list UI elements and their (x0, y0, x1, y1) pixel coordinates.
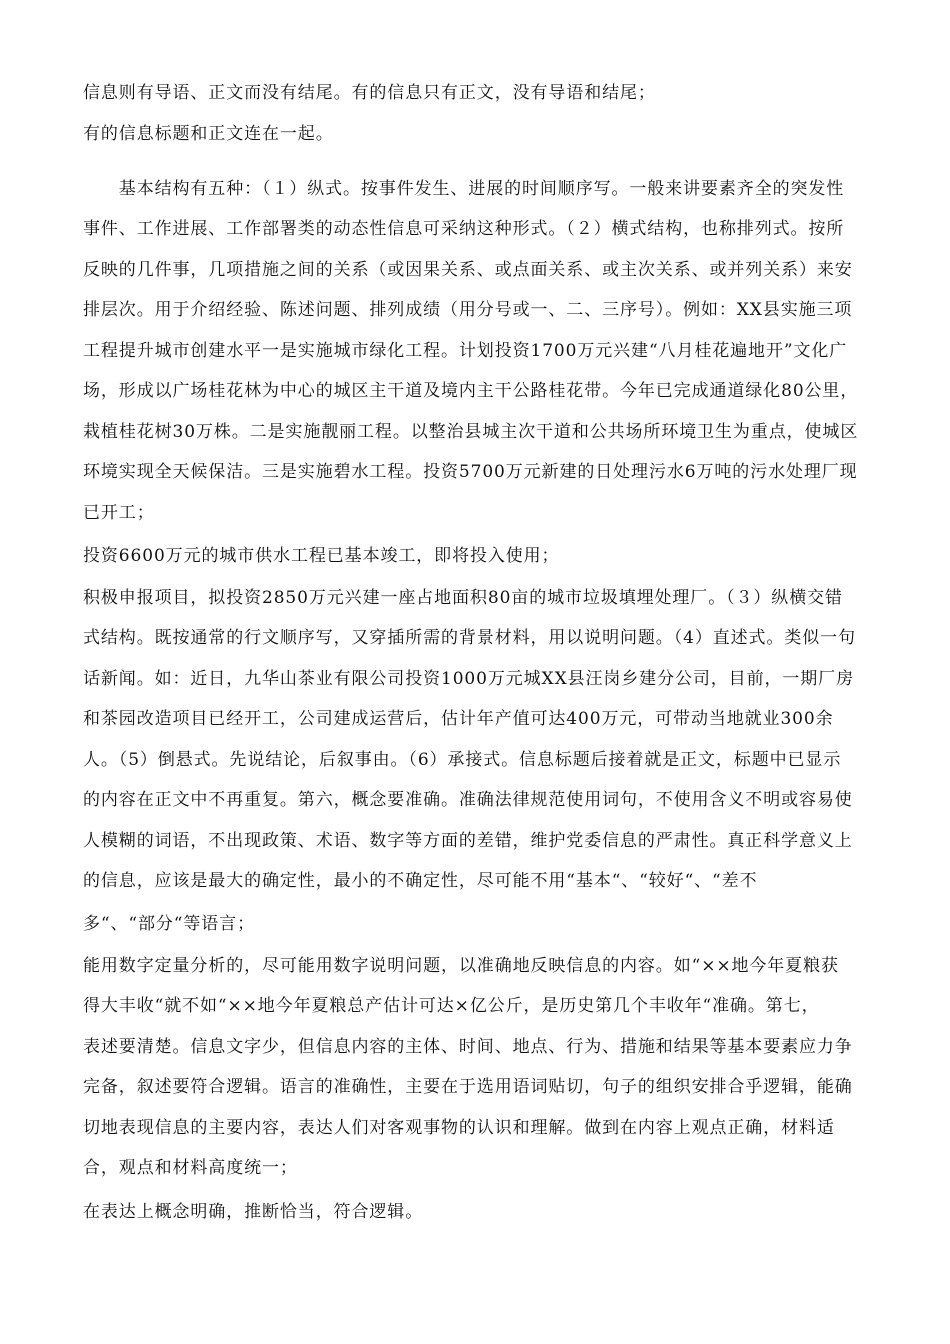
text-line: 事件、工作进展、工作部署类的动态性信息可采纳这种形式。（２）横式结构，也称排列式。按所 (83, 219, 845, 239)
text-line: 工程提升城市创建水平一是实施城市绿化工程。计划投资1700万元兴建“八月桂花遍地开”文化广 (83, 341, 848, 361)
text-line: 反映的几件事，几项措施之间的关系（或因果关系、或点面关系、或主次关系、或并列关系）来安 (83, 260, 853, 280)
text-line: 在表达上概念明确，推断恰当，符合逻辑。 (83, 1202, 424, 1222)
text-line: 已开工； (83, 503, 155, 523)
text-line: 的内容在正文中不再重复。第六，概念要准确。准确法律规范使用词句，不使用含义不明或容易使 (83, 790, 853, 810)
text-line: 完备，叙述要符合逻辑。语言的准确性，主要在于选用语词贴切，句子的组织安排合乎逻辑，能确 (83, 1077, 853, 1097)
text-line: 表述要清楚。信息文字少，但信息内容的主体、时间、地点、行为、措施和结果等基本要素应力争 (83, 1037, 853, 1057)
text-line: 式结构。既按通常的行文顺序写，又穿插所需的背景材料，用以说明问题。（4）直述式。类似一句 (83, 628, 856, 648)
text-line: 人模糊的词语，不出现政策、术语、数字等方面的差错，维护党委信息的严肃性。真正科学意义上 (83, 831, 853, 851)
text-line: 环境实现全天候保洁。三是实施碧水工程。投资5700万元新建的日处理污水6万吨的污水处理厂现 (83, 462, 858, 482)
text-line: 多“、“部分“等语言； (83, 914, 255, 934)
text-line: 能用数字定量分析的，尽可能用数字说明问题，以准确地反映信息的内容。如“××地今年夏粮获 (83, 956, 839, 976)
text-line: 有的信息标题和正文连在一起。 (83, 124, 334, 144)
text-line: 场，形成以广场桂花林为中心的城区主干道及境内主干公路桂花带。今年已完成通道绿化80公里， (83, 381, 859, 401)
text-line: 得大丰收“就不如“××地今年夏粮总产估计可达×亿公斤，是历史第几个丰收年“准确。第七， (83, 996, 820, 1016)
text-line: 和茶园改造项目已经开工，公司建成运营后，估计年产值可达400万元，可带动当地就业300余 (83, 709, 834, 729)
text-line: 基本结构有五种：（１）纵式。按事件发生、进展的时间顺序写。一般来讲要素齐全的突发性 (83, 179, 845, 199)
text-line: 切地表现信息的主要内容，表达人们对客观事物的认识和理解。做到在内容上观点正确，材料适 (83, 1118, 835, 1138)
text-line: 信息则有导语、正文而没有结尾。有的信息只有正文，没有导语和结尾； (83, 83, 656, 103)
text-line: 的信息，应该是最大的确定性，最小的不确定性，尽可能不用“基本“、“较好“、“差不 (83, 871, 758, 891)
text-line: 栽植桂花树30万株。二是实施靓丽工程。以整治县城主次干道和公共场所环境卫生为重点，使城区 (83, 422, 859, 442)
text-line: 话新闻。如：近日，九华山茶业有限公司投资1000万元城XX县汪岗乡建分公司，目前，一期厂房 (83, 669, 854, 689)
text-line: 排层次。用于介绍经验、陈述问题、排列成绩（用分号或一、二、三序号）。例如：XX县实施三项 (83, 300, 853, 320)
text-line: 人。（5）倒悬式。先说结论，后叙事由。（6）承接式。信息标题后接着就是正文，标题中已显示 (83, 750, 842, 770)
text-line: 合，观点和材料高度统一； (83, 1158, 298, 1178)
text-line: 积极申报项目，拟投资2850万元兴建一座占地面积80亩的城市垃圾填埋处理厂。（３）纵横交错 (83, 588, 843, 608)
text-line: 投资6600万元的城市供水工程已基本竣工，即将投入使用； (83, 546, 560, 566)
